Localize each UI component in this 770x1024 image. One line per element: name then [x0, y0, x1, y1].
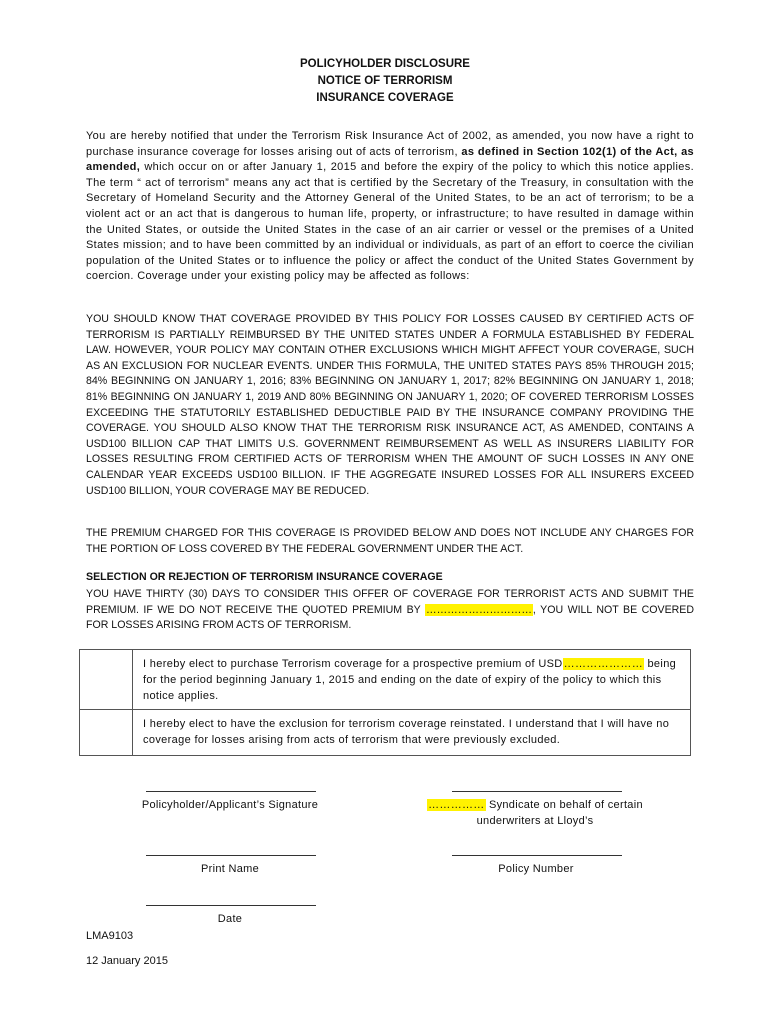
intro-text-2: which occur on or after January 1, 2015 and before the expiry of the policy to which this notice applies. The term “ act of terrorism” means any act that is certified by the Secretary of the Treasury, in consultation with the Secretary of Homeland Security and the Attorney General of the United States, to be an act of terrorism; to be a violent act or an act that is dangerous to human life, property, or infrastructure; to have resulted in damage within the United States, or outside the United States in the case of an air carrier or vessel or the premises of a United States mission; and to have been committed by an individual or individuals, as part of an effort to coerce the civilian population of the United States or to influence the policy or affect the conduct of the United States Government by coercion. Coverage under your existing policy may be affected as follows: [86, 161, 694, 283]
syndicate-label-text: Syndicate on behalf of certain [485, 799, 643, 811]
premium-amount-blank[interactable]: ………………… [563, 658, 644, 670]
underwriters-label: underwriters at Lloyd’s [476, 815, 594, 827]
selection-text-1: YOU HAVE THIRTY (30) DAYS TO CONSIDER THIS OFFER OF COVERAGE FOR TERRORIST ACTS AND SUBMIT THE PREMIUM. IF WE DO NOT RECEIVE THE QUOTED PREMIUM BY [86, 588, 694, 616]
reject-coverage-text: I hereby elect to have the exclusion for terrorism coverage reinstated. I understand that I will have no coverage for losses arising from acts of terrorism that were previously excluded. [143, 718, 670, 746]
elect-text-2: being for the period beginning January 1, 2015 and ending on the date of expiry of the policy to which this notice applies. [143, 658, 677, 702]
policy-number-line[interactable] [452, 855, 622, 856]
syndicate-number-blank[interactable]: …………… [428, 799, 485, 811]
elect-coverage-text [133, 650, 690, 709]
syndicate-signature-line[interactable] [452, 791, 622, 792]
document-title [0, 56, 770, 107]
title-line-1: POLICYHOLDER DISCLOSURE [300, 58, 470, 70]
elect-coverage-checkbox[interactable] [80, 650, 133, 709]
form-code: LMA9103 [86, 930, 134, 942]
election-table [79, 649, 691, 756]
title-line-2: NOTICE OF TERRORISM [317, 75, 453, 87]
print-name-line[interactable] [146, 855, 316, 856]
reject-coverage-checkbox[interactable] [80, 710, 133, 755]
premium-notice-paragraph: THE PREMIUM CHARGED FOR THIS COVERAGE IS PROVIDED BELOW AND DOES NOT INCLUDE ANY CHARGES FOR THE PORTION OF LOSS COVERED BY THE FEDERAL GOVERNMENT UNDER THE ACT. [86, 527, 694, 555]
selection-paragraph [86, 587, 694, 634]
policyholder-signature-line[interactable] [146, 791, 316, 792]
date-line[interactable] [146, 905, 316, 906]
elect-text-1: I hereby elect to purchase Terrorism coverage for a prospective premium of USD [143, 658, 563, 670]
coverage-notice-paragraph: YOU SHOULD KNOW THAT COVERAGE PROVIDED BY THIS POLICY FOR LOSSES CAUSED BY CERTIFIED ACTS OF TERRORISM IS PARTIALLY REIMBURSED BY THE UNITED STATES UNDER A FORMULA ESTABLISHED BY FEDERAL LAW. HOWEVER, YOUR POLICY MAY CONTAIN OTHER EXCLUSIONS WHICH MIGHT AFFECT YOUR COVERAGE, SUCH AS AN EXCLUSION FOR NUCLEAR EVENTS. UNDER THIS FORMULA, THE UNITED STATES PAYS 85% THROUGH 2015; 84% BEGINNING ON JANUARY 1, 2016; 83% BEGINNING ON JANUARY 1, 2017; 82% BEGINNING ON JANUARY 1, 2018; 81% BEGINNING ON JANUARY 1, 2019 AND 80% BEGINNING ON JANUARY 1, 2020; OF COVERED TERRORISM LOSSES EXCEEDING THE STATUTORILY ESTABLISHED DEDUCTIBLE PAID BY THE INSURANCE COMPANY PROVIDING THE COVERAGE. YOU SHOULD ALSO KNOW THAT THE TERRORISM RISK INSURANCE ACT, AS AMENDED, CONTAINS A USD100 BILLION CAP THAT LIMITS U.S. GOVERNMENT REIMBURSEMENT AS WELL AS INSURERS LIABILITY FOR LOSSES RESULTING FROM CERTIFIED ACTS OF TERRORISM WHEN THE AMOUNT OF SUCH LOSSES IN ANY ONE CALENDAR YEAR EXCEEDS USD100 BILLION. IF THE AGGREGATE INSURED LOSSES FOR ALL INSURERS EXCEED USD100 BILLION, YOUR COVERAGE MAY BE REDUCED. [86, 313, 694, 497]
form-date: 12 January 2015 [86, 955, 168, 967]
intro-bold-text: as defined in Section 102(1) of the Act, as amended, [86, 145, 695, 174]
selection-text-2: , YOU WILL NOT BE COVERED FOR LOSSES ARISING FROM ACTS OF TERRORISM. [86, 603, 694, 632]
date-label: Date [217, 913, 243, 925]
reject-coverage-row [80, 710, 690, 755]
policyholder-signature-label: Policyholder/Applicant’s Signature [141, 799, 319, 811]
intro-text-1: You are hereby notified that under the Terrorism Risk Insurance Act of 2002, as amended, you now have a right to purchase insurance coverage for losses arising out of acts of terrorism, [86, 130, 694, 158]
premium-deadline-blank[interactable]: ………………………… [425, 603, 532, 616]
syndicate-label [395, 799, 675, 811]
selection-heading: SELECTION OR REJECTION OF TERRORISM INSURANCE COVERAGE [86, 571, 443, 583]
title-line-3: INSURANCE COVERAGE [316, 92, 454, 104]
intro-paragraph [86, 129, 694, 285]
elect-coverage-row [80, 650, 690, 710]
policy-number-label: Policy Number [498, 863, 574, 875]
print-name-label: Print Name [200, 863, 260, 875]
